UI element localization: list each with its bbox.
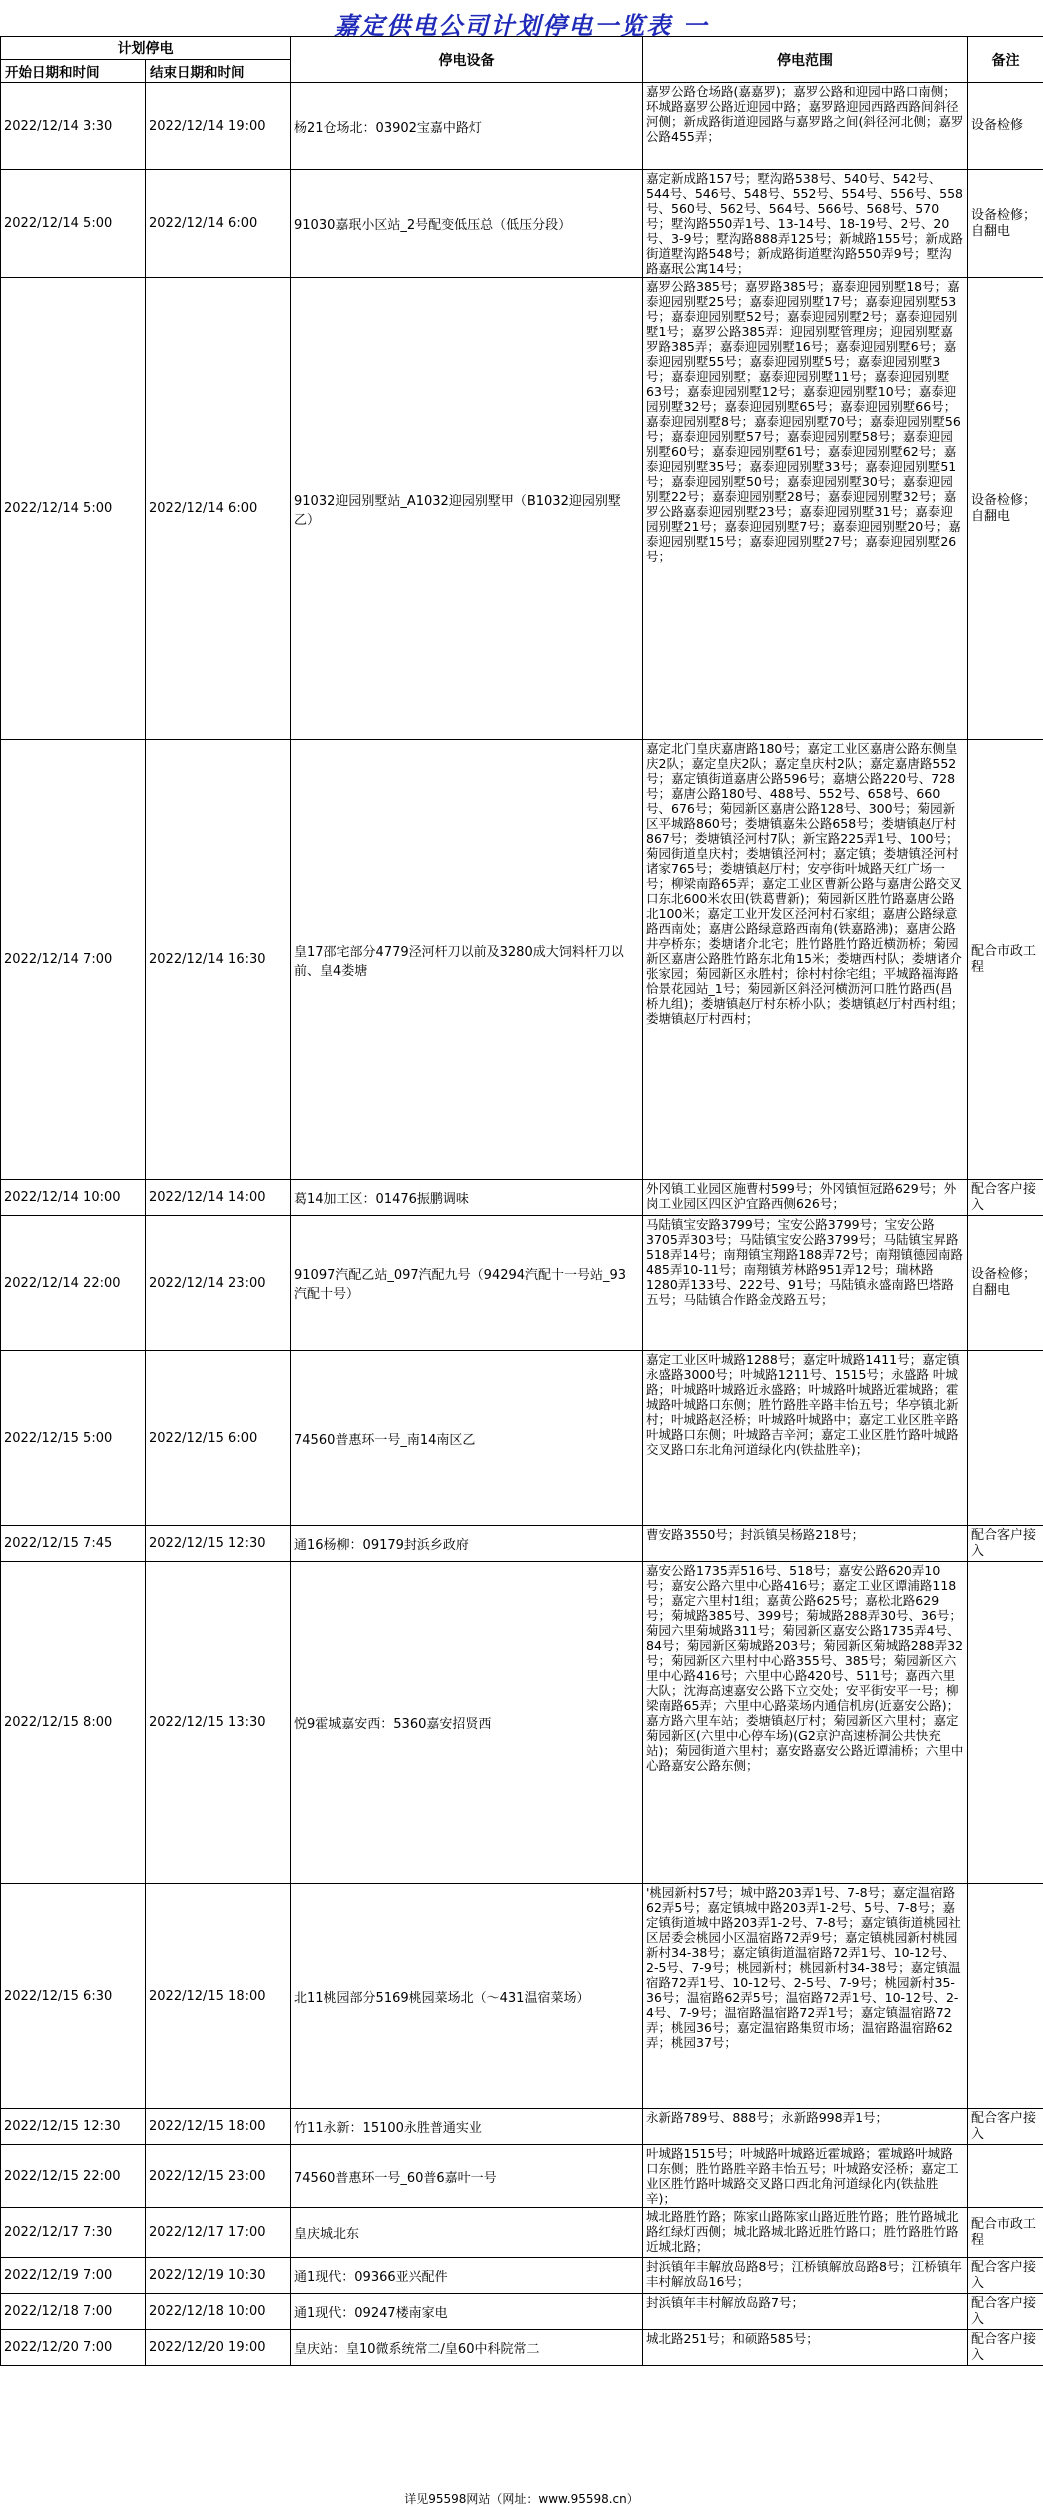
equipment-cell: 通16杨柳：09179封浜乡政府 bbox=[291, 1526, 643, 1562]
equipment-cell: 通1现代：09366亚兴配件 bbox=[291, 2258, 643, 2294]
range-header: 停电范围 bbox=[643, 37, 968, 83]
equipment-cell: 74560普惠环一号_南14南区乙 bbox=[291, 1351, 643, 1526]
range-cell: 嘉罗公路385号；嘉罗路385号；嘉泰迎园别墅18号；嘉泰迎园别墅25号；嘉泰迎园别墅17号；嘉泰迎园别墅53号；嘉泰迎园别墅52号；嘉泰迎园别墅2号；嘉泰迎园别墅1号；嘉罗公路385弄：迎园别墅管理房；迎园别墅嘉罗路385弄；嘉泰迎园别墅16号；嘉泰迎园别墅6号；嘉泰迎园别墅55号；嘉泰迎园别墅5号；嘉泰迎园别墅3号；嘉泰迎园别墅；嘉泰迎园别墅11号；嘉泰迎园别墅63号；嘉泰迎园别墅12号；嘉泰迎园别墅10号；嘉泰迎园别墅32号；嘉泰迎园别墅65号；嘉泰迎园别墅66号；嘉泰迎园别墅8号；嘉泰迎园别墅70号；嘉泰迎园别墅56号；嘉泰迎园别墅57号；嘉泰迎园别墅58号；嘉泰迎园别墅60号；嘉泰迎园别墅61号；嘉泰迎园别墅62号；嘉泰迎园别墅35号；嘉泰迎园别墅33号；嘉泰迎园别墅51号；嘉泰迎园别墅50号；嘉泰迎园别墅30号；嘉泰迎园别墅22号；嘉泰迎园别墅28号；嘉泰迎园别墅32号；嘉罗公路嘉泰迎园别墅23号；嘉泰迎园别墅31号；嘉泰迎园别墅21号；嘉泰迎园别墅7号；嘉泰迎园别墅20号；嘉泰迎园别墅15号；嘉泰迎园别墅27号；嘉泰迎园别墅26号； bbox=[643, 278, 968, 740]
end-cell: 2022/12/20 19:00 bbox=[146, 2330, 291, 2366]
end-cell: 2022/12/15 18:00 bbox=[146, 1884, 291, 2109]
table-row bbox=[1, 2330, 1043, 2366]
range-cell: 封浜镇年丰解放岛路8号；江桥镇解放岛路8号；江桥镇年丰村解放岛16号； bbox=[643, 2258, 968, 2294]
equipment-cell: 悦9霍城嘉安西：5360嘉安招贤西 bbox=[291, 1562, 643, 1884]
end-header: 结束日期和时间 bbox=[146, 60, 291, 83]
start-cell: 2022/12/19 7:00 bbox=[1, 2258, 146, 2294]
equipment-cell: 通1现代：09247楼南家电 bbox=[291, 2294, 643, 2330]
end-cell: 2022/12/15 6:00 bbox=[146, 1351, 291, 1526]
note-cell: 配合客户接入 bbox=[968, 2294, 1043, 2330]
end-cell: 2022/12/14 16:30 bbox=[146, 740, 291, 1180]
start-cell: 2022/12/14 7:00 bbox=[1, 740, 146, 1180]
start-cell: 2022/12/14 5:00 bbox=[1, 278, 146, 740]
range-cell: 曹安路3550号；封浜镇吴杨路218号； bbox=[643, 1526, 968, 1562]
range-cell: 城北路251号；和硕路585号； bbox=[643, 2330, 968, 2366]
start-header: 开始日期和时间 bbox=[1, 60, 146, 83]
end-cell: 2022/12/18 10:00 bbox=[146, 2294, 291, 2330]
end-cell: 2022/12/15 13:30 bbox=[146, 1562, 291, 1884]
range-cell: 外冈镇工业园区施曹村599号；外冈镇恒冠路629号；外岗工业园区四区沪宜路西侧626号； bbox=[643, 1180, 968, 1216]
start-cell: 2022/12/15 12:30 bbox=[1, 2109, 146, 2145]
end-cell: 2022/12/17 17:00 bbox=[146, 2208, 291, 2258]
end-cell: 2022/12/14 19:00 bbox=[146, 83, 291, 170]
note-cell bbox=[968, 1884, 1043, 2109]
start-cell: 2022/12/15 5:00 bbox=[1, 1351, 146, 1526]
end-cell: 2022/12/15 18:00 bbox=[146, 2109, 291, 2145]
range-cell: 嘉定北门皇庆嘉唐路180号；嘉定工业区嘉唐公路东侧皇庆2队；嘉定皇庆2队；嘉定皇庆村2队；嘉定嘉唐路552号；嘉定镇街道嘉唐公路596号；嘉塘公路220号、728号；嘉唐公路180号、488号、552号、658号、660号、676号；菊园新区嘉唐公路128号、300号；菊园新区平城路860号；娄塘镇嘉朱公路658号；娄塘镇赵厅村867号；娄塘镇泾河村7队；新宝路225弄1号、100号；菊园街道皇庆村；娄塘镇泾河村；嘉定镇；娄塘镇泾河村诸家765号；娄塘镇赵厅村；安亭街叶城路天红广场一号；柳梁南路65弄；嘉定工业区曹新公路与嘉唐公路交叉口东北600米农田(铁葛曹新)；菊园新区胜竹路嘉唐公路北100米；嘉定工业开发区泾河村石家组；嘉唐公路绿意路西南处；嘉唐公路绿意路西南角(铁嘉路沸)；嘉唐公路井亭桥东；娄塘诸介北宅；胜竹路胜竹路近横沥桥；菊园新区嘉唐公路胜竹路东北角15米；娄塘西村队；娄塘诸介张家园；菊园新区永胜村；徐村村徐宅组；平城路福海路恰景花园站_1号；菊园新区斜泾河横沥河口胜竹路西(昌桥九组)；娄塘镇赵厅村东桥小队；娄塘镇赵厅村西村组；娄塘镇赵厅村西村； bbox=[643, 740, 968, 1180]
end-cell: 2022/12/14 14:00 bbox=[146, 1180, 291, 1216]
start-cell: 2022/12/14 5:00 bbox=[1, 170, 146, 278]
equipment-cell: 皇庆城北东 bbox=[291, 2208, 643, 2258]
end-cell: 2022/12/15 12:30 bbox=[146, 1526, 291, 1562]
note-cell: 设备检修 bbox=[968, 83, 1043, 170]
equipment-cell: 杨21仓场北：03902宝嘉中路灯 bbox=[291, 83, 643, 170]
table-row bbox=[1, 1180, 1043, 1216]
equipment-cell: 皇17邵宅部分4779泾河杆刀以前及3280成大饲料杆刀以前、皇4娄塘 bbox=[291, 740, 643, 1180]
start-cell: 2022/12/20 7:00 bbox=[1, 2330, 146, 2366]
range-cell: 马陆镇宝安路3799号；宝安公路3799号；宝安公路3705弄303号；马陆镇宝安公路3799号；马陆镇宝昇路518弄14号；南翔镇宝翔路188弄72号；南翔镇德园南路485弄10-11号；南翔镇芳林路951弄12号；瑞林路1280弄133号、222号、91号；马陆镇永盛南路巴塔路五号；马陆镇合作路金茂路五号； bbox=[643, 1216, 968, 1351]
note-cell: 配合客户接入 bbox=[968, 2330, 1043, 2366]
table-row bbox=[1, 1351, 1043, 1526]
equipment-cell: 皇庆站：皇10微系统常二/皇60中科院常二 bbox=[291, 2330, 643, 2366]
end-cell: 2022/12/19 10:30 bbox=[146, 2258, 291, 2294]
table-row bbox=[1, 2145, 1043, 2208]
range-cell: 嘉定新成路157号；墅沟路538号、540号、542号、544号、546号、548号、552号、554号、556号、558号、560号、562号、564号、566号、568号、570号；墅沟路550弄1号、13-14号、18-19号、2号、20号、3-9号；墅沟路888弄125号；新城路155号；新成路街道墅沟路548号；新成路街道墅沟路550弄9号；墅沟路嘉珉公寓14号； bbox=[643, 170, 968, 278]
start-cell: 2022/12/15 6:30 bbox=[1, 1884, 146, 2109]
range-cell: 永新路789号、888号；永新路998弄1号； bbox=[643, 2109, 968, 2145]
equipment-cell: 葛14加工区：01476振鹏调味 bbox=[291, 1180, 643, 1216]
range-cell: 嘉罗公路仓场路(嘉嘉罗)；嘉罗公路和迎园中路口南侧；环城路嘉罗公路近迎园中路；嘉罗路迎园西路西路间斜径河侧；新成路街道迎园路与嘉罗路之间(斜径河北侧；嘉罗公路455弄； bbox=[643, 83, 968, 170]
note-header: 备注 bbox=[968, 37, 1043, 83]
footer-note: 详见95598网站（网址：www.95598.cn） bbox=[0, 2490, 1043, 2507]
note-cell bbox=[968, 1351, 1043, 1526]
equipment-cell: 竹11永新：15100永胜普通实业 bbox=[291, 2109, 643, 2145]
note-cell: 配合市政工程 bbox=[968, 740, 1043, 1180]
equipment-cell: 91097汽配乙站_097汽配九号（94294汽配十一号站_93汽配十号） bbox=[291, 1216, 643, 1351]
range-cell: 封浜镇年丰村解放岛路7号； bbox=[643, 2294, 968, 2330]
start-cell: 2022/12/17 7:30 bbox=[1, 2208, 146, 2258]
note-cell: 配合客户接入 bbox=[968, 1180, 1043, 1216]
start-cell: 2022/12/14 10:00 bbox=[1, 1180, 146, 1216]
note-cell: 配合客户接入 bbox=[968, 2109, 1043, 2145]
start-cell: 2022/12/15 7:45 bbox=[1, 1526, 146, 1562]
table-row bbox=[1, 2258, 1043, 2294]
start-cell: 2022/12/15 8:00 bbox=[1, 1562, 146, 1884]
table-row bbox=[1, 1884, 1043, 2109]
note-cell: 配合客户接入 bbox=[968, 1526, 1043, 1562]
group-header: 计划停电 bbox=[1, 37, 291, 60]
note-cell: 配合市政工程 bbox=[968, 2208, 1043, 2258]
start-cell: 2022/12/14 22:00 bbox=[1, 1216, 146, 1351]
note-cell bbox=[968, 1562, 1043, 1884]
equipment-cell: 北11桃园部分5169桃园菜场北（～431温宿菜场） bbox=[291, 1884, 643, 2109]
end-cell: 2022/12/14 6:00 bbox=[146, 170, 291, 278]
note-cell: 设备检修；自翻电 bbox=[968, 1216, 1043, 1351]
end-cell: 2022/12/15 23:00 bbox=[146, 2145, 291, 2208]
end-cell: 2022/12/14 6:00 bbox=[146, 278, 291, 740]
note-cell: 设备检修；自翻电 bbox=[968, 278, 1043, 740]
equipment-cell: 74560普惠环一号_60普6嘉叶一号 bbox=[291, 2145, 643, 2208]
note-cell: 设备检修；自翻电 bbox=[968, 170, 1043, 278]
range-cell: 叶城路1515号；叶城路叶城路近霍城路；霍城路叶城路口东侧；胜竹路胜辛路丰怡五号；叶城路安泾桥；嘉定工业区胜竹路叶城路交叉路口西北角河道绿化内(铁盐胜辛)； bbox=[643, 2145, 968, 2208]
table-row bbox=[1, 278, 1043, 740]
table-row bbox=[1, 740, 1043, 1180]
equipment-cell: 91032迎园别墅站_A1032迎园别墅甲（B1032迎园别墅乙） bbox=[291, 278, 643, 740]
table-row bbox=[1, 2208, 1043, 2258]
equipment-header: 停电设备 bbox=[291, 37, 643, 83]
table-row bbox=[1, 2294, 1043, 2330]
table-row bbox=[1, 83, 1043, 170]
start-cell: 2022/12/18 7:00 bbox=[1, 2294, 146, 2330]
table-row bbox=[1, 1526, 1043, 1562]
range-cell: '桃园新村57号；城中路203弄1号、7-8号；嘉定温宿路62弄5号；嘉定镇城中路203弄1-2号、5号、7-8号；嘉定镇街道城中路203弄1-2号、7-8号；嘉定镇街道桃园社区居委会桃园小区温宿路72弄9号；嘉定镇桃园新村桃园新村34-38号；嘉定镇街道温宿路72弄1号、10-12号、2-5号、7-9号；桃园新村；桃园新村34-38号；嘉定镇温宿路72弄1号、10-12号、2-5号、7-9号；桃园新村35-36号；温宿路62弄5号；温宿路72弄1号、10-12号、2-4号、7-9号；温宿路温宿路72弄1号；嘉定镇温宿路72弄；桃园36号；嘉定温宿路集贸市场；温宿路温宿路62弄；桃园37号； bbox=[643, 1884, 968, 2109]
table-row bbox=[1, 1216, 1043, 1351]
range-cell: 城北路胜竹路；陈家山路陈家山路近胜竹路；胜竹路城北路红绿灯西侧；城北路城北路近胜竹路口；胜竹路胜竹路近城北路； bbox=[643, 2208, 968, 2258]
outage-table bbox=[0, 36, 1043, 2366]
range-cell: 嘉安公路1735弄516号、518号；嘉安公路620弄10号；嘉安公路六里中心路416号；嘉定工业区谭浦路118号；嘉定六里村1组；嘉黄公路625号；嘉松北路629号；菊城路385号、399号；菊城路288弄30号、36号；菊园六里菊城路311号；菊园新区嘉安公路1735弄4号、84号；菊园新区菊城路203号；菊园新区菊城路288弄32号；菊园新区六里村中心路355号、385号；菊园新区六里中心路416号；六里中心路420号、511号；嘉西六里大队；沈海高速嘉安公路下立交处；安平街安平一号；柳梁南路65弄；六里中心路菜场内通信机房(近嘉安公路)；嘉方路六里车站；娄塘镇赵厅村；菊园新区六里村；嘉定菊园新区(六里中心停车场)(G2京沪高速桥洞公共快充站)；菊园街道六里村；嘉安路嘉安公路近谭浦桥；六里中心路嘉安公路东侧； bbox=[643, 1562, 968, 1884]
start-cell: 2022/12/14 3:30 bbox=[1, 83, 146, 170]
page-title: 嘉定供电公司计划停电一览表 一 bbox=[0, 6, 1043, 41]
end-cell: 2022/12/14 23:00 bbox=[146, 1216, 291, 1351]
equipment-cell: 91030嘉珉小区站_2号配变低压总（低压分段） bbox=[291, 170, 643, 278]
table-row bbox=[1, 1562, 1043, 1884]
range-cell: 嘉定工业区叶城路1288号；嘉定叶城路1411号；嘉定镇永盛路3000号；叶城路1211号、1515号；永盛路 叶城路；叶城路叶城路近永盛路；叶城路叶城路近霍城路；霍城路叶城路口东侧；胜竹路胜辛路丰怡五号；华亭镇北新村；叶城路赵泾桥；叶城路叶城路中；嘉定工业区胜辛路叶城路口东侧；叶城路吉辛河；嘉定工业区胜竹路叶城路交叉路口东北角河道绿化内(铁盐胜辛)； bbox=[643, 1351, 968, 1526]
table-row bbox=[1, 170, 1043, 278]
note-cell bbox=[968, 2145, 1043, 2208]
table-row bbox=[1, 2109, 1043, 2145]
note-cell: 配合客户接入 bbox=[968, 2258, 1043, 2294]
start-cell: 2022/12/15 22:00 bbox=[1, 2145, 146, 2208]
